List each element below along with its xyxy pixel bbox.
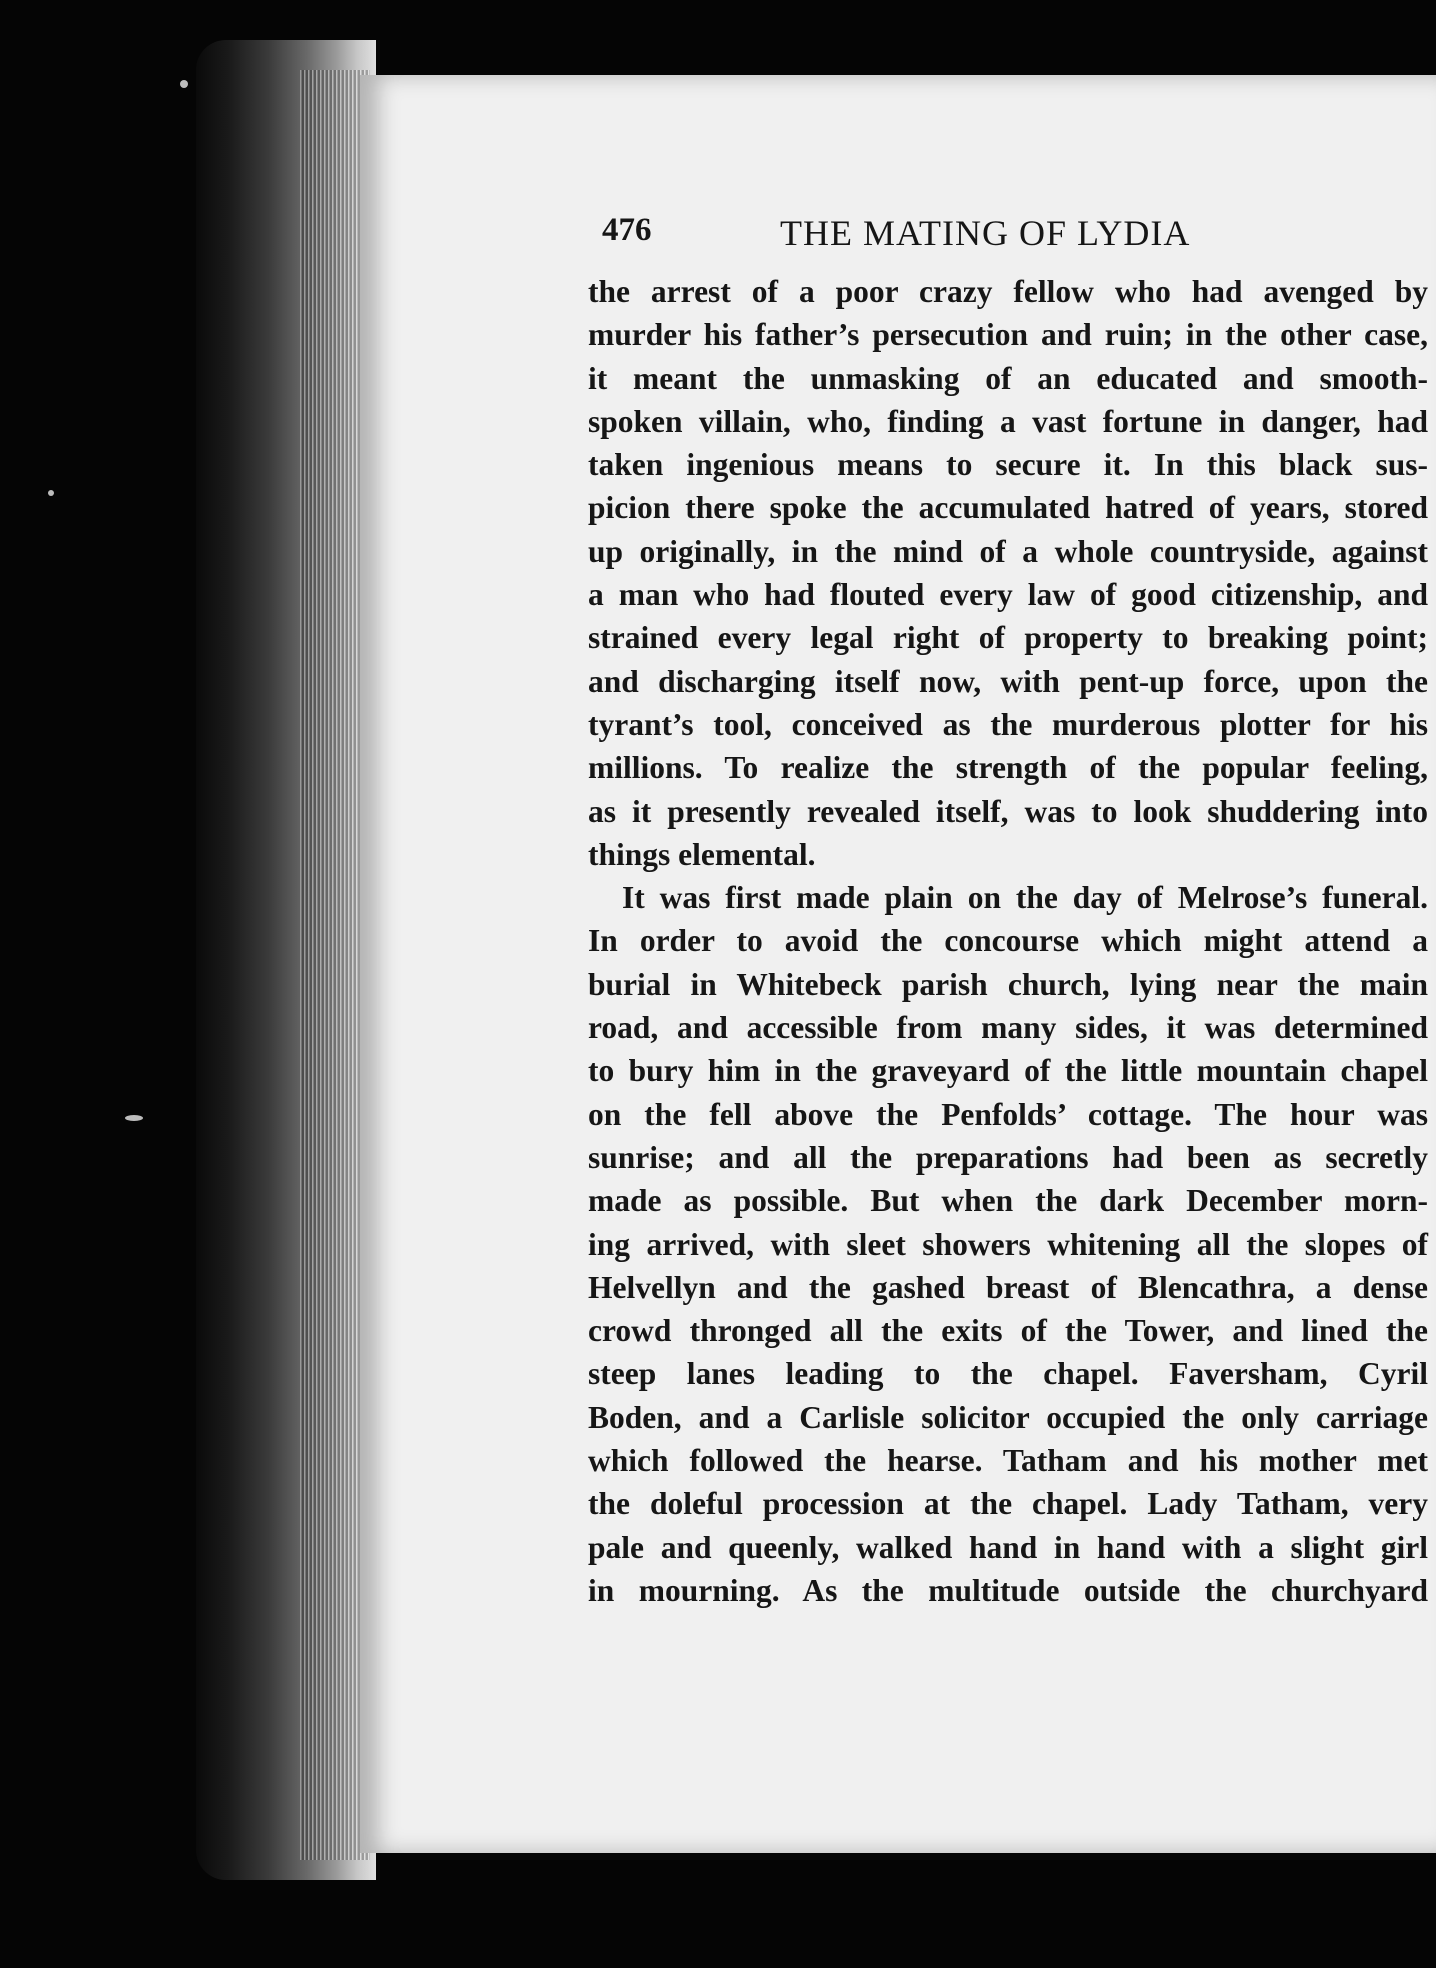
text-line: sunrise; and all the preparations had been as secretly	[588, 1139, 1428, 1175]
text-line: Helvellyn and the gashed breast of Blencathra, a dense	[588, 1269, 1428, 1305]
text-line: a man who had flouted every law of good citizenship, and	[588, 577, 1428, 613]
text-line: and discharging itself now, with pent-up force, upon the	[588, 663, 1428, 699]
running-title: THE MATING OF LYDIA	[780, 213, 1191, 253]
text-line: made as possible. But when the dark December morn-	[588, 1183, 1428, 1219]
text-line: in mourning. As the multitude outside the churchyard	[588, 1572, 1428, 1608]
text-line: the arrest of a poor crazy fellow who had avenged by	[588, 274, 1428, 309]
text-line: Boden, and a Carlisle solicitor occupied the only carriage	[588, 1399, 1428, 1435]
text-line: spoken villain, who, finding a vast fortune in danger, had	[588, 403, 1428, 439]
text-line: the doleful procession at the chapel. Lady Tatham, very	[588, 1486, 1428, 1522]
scan-speck	[48, 490, 54, 496]
text-line: In order to avoid the concourse which might attend a	[588, 923, 1428, 959]
body-text	[588, 270, 1428, 1612]
text-line: murder his father’s persecution and ruin; in the other case,	[588, 317, 1428, 353]
text-line: road, and accessible from many sides, it was determined	[588, 1010, 1428, 1046]
text-line: millions. To realize the strength of the popular feeling,	[588, 750, 1428, 786]
text-line: burial in Whitebeck parish church, lying near the main	[588, 966, 1428, 1002]
text-line: strained every legal right of property to breaking point;	[588, 620, 1428, 656]
text-line: taken ingenious means to secure it. In this black sus-	[588, 447, 1428, 483]
text-line: crowd thronged all the exits of the Tower, and lined the	[588, 1313, 1428, 1349]
text-line: it meant the unmasking of an educated and smooth-	[588, 360, 1428, 396]
page-header	[602, 212, 1436, 262]
page-number: 476	[602, 212, 652, 248]
text-line: as it presently revealed itself, was to look shuddering into	[588, 793, 1428, 829]
text-line: ing arrived, with sleet showers whitening all the slopes of	[588, 1226, 1428, 1262]
text-line: picion there spoke the accumulated hatred of years, stored	[588, 490, 1428, 526]
text-line: tyrant’s tool, conceived as the murderous plotter for his	[588, 706, 1428, 742]
paragraph-first-line: It was first made plain on the day of Melrose’s funeral.	[622, 880, 1428, 916]
text-line: steep lanes leading to the chapel. Faversham, Cyril	[588, 1356, 1428, 1392]
text-line: which followed the hearse. Tatham and his mother met	[588, 1443, 1428, 1479]
text-line: up originally, in the mind of a whole countryside, against	[588, 533, 1428, 569]
text-line: to bury him in the graveyard of the little mountain chapel	[588, 1053, 1428, 1089]
paragraph-end-line: things elemental.	[588, 836, 816, 872]
scan-speck	[180, 80, 188, 88]
text-line: on the fell above the Penfolds’ cottage. The hour was	[588, 1096, 1428, 1132]
scan-speck	[125, 1115, 143, 1121]
text-line: pale and queenly, walked hand in hand with a slight girl	[588, 1529, 1428, 1565]
